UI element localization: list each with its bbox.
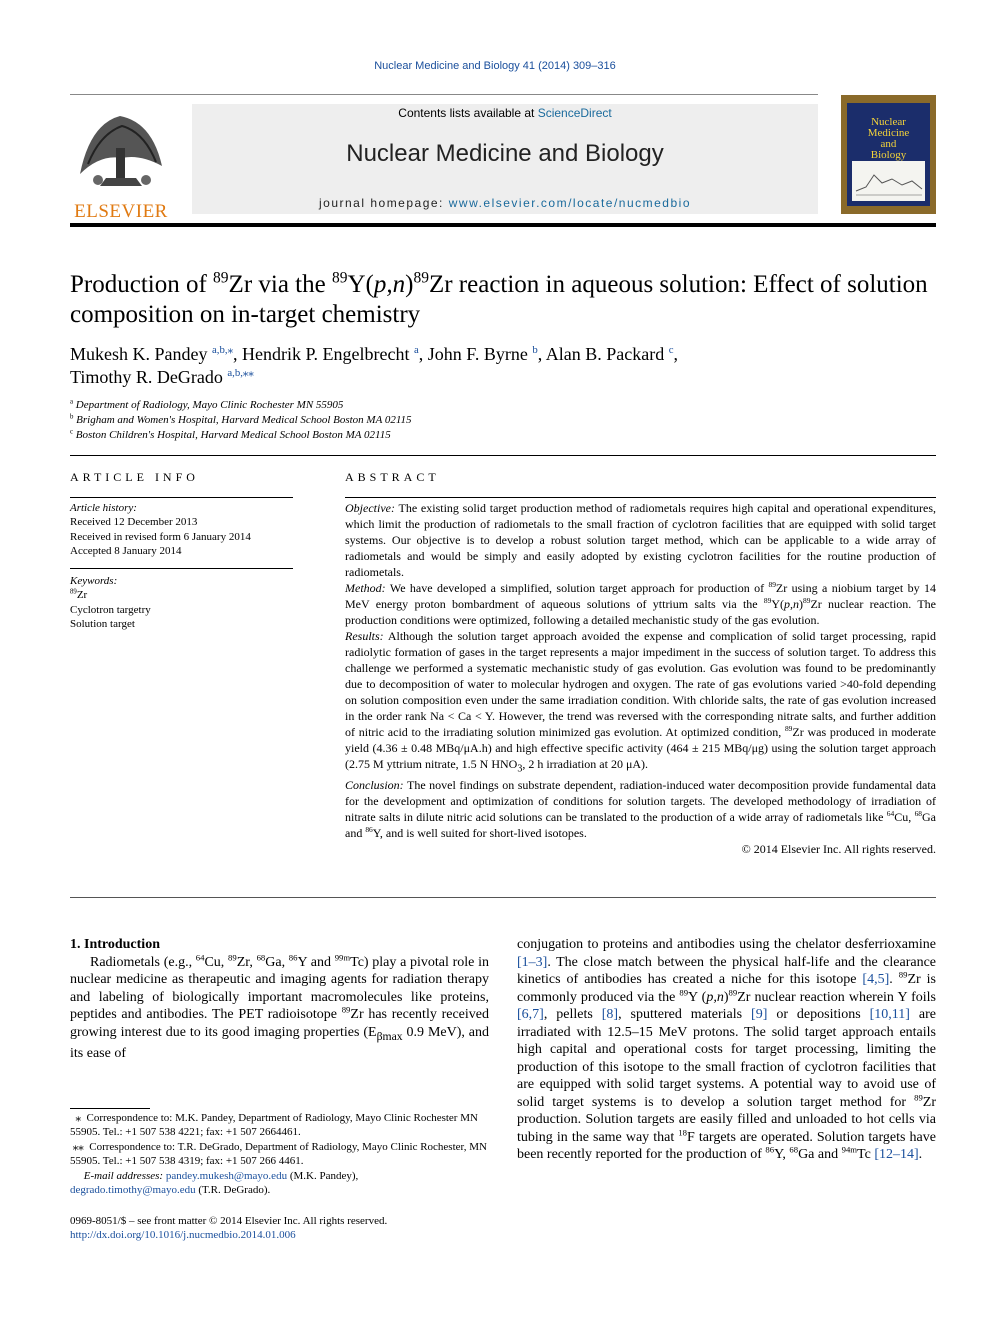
body-left-column	[70, 936, 489, 1062]
affiliation-key: c	[70, 428, 74, 436]
abstract-conclusion	[345, 777, 936, 841]
article-info-rule	[70, 497, 293, 498]
title-sup: 89	[213, 269, 229, 287]
footnote-emails	[70, 1169, 489, 1198]
history-label: Article history:	[70, 502, 137, 514]
abstract-results	[345, 628, 936, 777]
author-affiliation-link[interactable]: b	[532, 344, 538, 356]
body-rule	[70, 897, 936, 898]
intro-paragraph-continued	[517, 936, 936, 1164]
footnote-text: Correspondence to: T.R. DeGrado, Department of Radiology, Mayo Clinic Rochester, MN 55905. Tel.: +1 507 538 4319; fax: +1 507 266 4461.	[70, 1140, 487, 1168]
elsevier-tree-icon	[70, 104, 172, 194]
abstract-method	[345, 580, 936, 628]
title-text: Zr reaction in aqueous solution: Effect of solution composition on in-target chemistry	[70, 271, 928, 328]
abstract-label: Results:	[345, 629, 384, 643]
title-reaction: p,n	[373, 271, 406, 298]
author	[546, 344, 678, 364]
abstract-text: Zr nuclear reaction. The production conditions were optimized, following a detailed mechanistic study of the gas evolution.	[345, 597, 937, 627]
body-sub: βmax	[376, 1029, 403, 1043]
header-thick-rule	[70, 223, 936, 227]
body-text: Y (	[688, 989, 707, 1005]
footnote-text: Correspondence to: M.K. Pandey, Department of Radiology, Mayo Clinic Rochester MN 55905. Tel.: +1 507 538 4221; fax: +1 507 2664461.	[70, 1112, 478, 1139]
footnote-mark: ⁎⁎	[72, 1140, 84, 1153]
body-sup: 89	[679, 986, 689, 997]
title-text: Y(	[347, 271, 374, 298]
body-sup: 68	[789, 1144, 799, 1155]
cover-plot-icon	[852, 161, 925, 201]
body-text: Radiometals (e.g.,	[90, 954, 196, 970]
title-sup: 89	[413, 269, 429, 287]
body-text: Cu,	[204, 954, 229, 970]
footnote	[70, 1140, 489, 1169]
citation-link[interactable]: [12–14]	[874, 1147, 919, 1162]
cover-panel	[847, 103, 930, 206]
author-separator: ,	[418, 344, 428, 364]
keywords-label: Keywords:	[70, 575, 118, 587]
author	[70, 367, 254, 387]
author-name: Hendrik P. Engelbrecht	[242, 344, 410, 364]
body-text: Zr production. Solution targets are easily filled and unloaded to hot cells via tubing in the same way that	[517, 1094, 936, 1145]
header-rule	[70, 94, 818, 95]
abstract-reaction: p,n	[784, 597, 799, 611]
author-list	[70, 343, 936, 389]
body-sup: 64	[195, 951, 205, 962]
body-text: )	[723, 989, 729, 1005]
journal-reference[interactable]: Nuclear Medicine and Biology 41 (2014) 309–316	[374, 60, 616, 72]
body-right-column	[517, 936, 936, 1164]
citation-link[interactable]: [9]	[751, 1007, 768, 1022]
journal-cover-thumbnail[interactable]	[841, 95, 936, 214]
abstract-objective	[345, 500, 936, 580]
title-text: )	[405, 271, 414, 298]
cover-title	[847, 117, 930, 161]
article-history	[70, 501, 293, 558]
abstract-body	[345, 500, 936, 857]
body-sup: 68	[256, 951, 266, 962]
journal-header-band	[192, 104, 818, 214]
contents-line	[192, 106, 818, 120]
footnote-rule	[70, 1108, 150, 1109]
author-name: Alan B. Packard	[545, 344, 665, 364]
email-owner: (M.K. Pandey),	[287, 1169, 359, 1182]
homepage-link[interactable]: www.elsevier.com/locate/nucmedbio	[448, 196, 691, 210]
abstract-sup: 89	[784, 724, 793, 733]
issn-line: 0969-8051/$ – see front matter © 2014 Elsevier Inc. All rights reserved.	[70, 1215, 388, 1227]
body-sup: 99m	[334, 951, 351, 962]
abstract-text: The existing solid target production method of radiometals requires high capital and operational expenditures, which limit the production of radiometals to the small fraction of cyclotron facilities that are equipped with solid target systems. Our objective is to develop a robust solution target method, which can be applicable to a wide array of radiometals and would be simply and easily adopted by existing cyclotron facilities for the routine production of radiometals.	[345, 501, 936, 579]
affiliation-key: b	[70, 413, 74, 421]
abstract-text: Ga and	[345, 810, 936, 841]
abstract-text: Cu,	[894, 810, 915, 825]
citation-link[interactable]: [4,5]	[862, 972, 890, 987]
body-sup: 89	[728, 986, 738, 997]
homepage-line	[192, 196, 818, 210]
body-text: Zr nuclear reaction wherein Y foils	[737, 989, 936, 1005]
abstract-text: )	[799, 597, 803, 611]
body-sup: 94m	[841, 1144, 858, 1155]
abstract-label: Objective:	[345, 501, 395, 515]
abstract-copyright: © 2014 Elsevier Inc. All rights reserved.	[741, 842, 936, 857]
body-text: , pellets	[543, 1007, 602, 1022]
author	[70, 344, 242, 364]
body-sup: 18	[678, 1126, 687, 1137]
abstract-text: Y(	[771, 597, 784, 611]
abstract-rule	[345, 497, 936, 498]
footnote	[70, 1111, 489, 1140]
citation-link[interactable]: [8]	[601, 1007, 619, 1022]
abstract-text: Y, and is well suited for short-lived isotopes.	[372, 826, 587, 841]
email-link[interactable]: pandey.mukesh@mayo.edu	[165, 1169, 288, 1182]
revised-date: Received in revised form 6 January 2014	[70, 530, 251, 543]
body-reaction: p,n	[706, 989, 724, 1005]
body-text: , sputtered materials	[618, 1007, 752, 1022]
abstract-sup: 64	[886, 809, 895, 819]
sciencedirect-link[interactable]: ScienceDirect	[537, 106, 612, 120]
body-text: are irradiated with 12.5–15 MeV protons. The solid target approach entails high capital and operational costs for target processing, limiting the production of this isotope to the small fraction of cyclotron facilities that are equipped with solid target systems. A potential way to avoid use of solid target systems is to develop a solution target method for	[517, 1007, 936, 1110]
section-rule	[70, 455, 936, 456]
doi-link[interactable]: http://dx.doi.org/10.1016/j.nucmedbio.2014.01.006	[70, 1229, 296, 1242]
keyword: Solution target	[70, 617, 135, 630]
body-text: conjugation to proteins and antibodies using the chelator desferrioxamine	[517, 937, 936, 952]
author-separator: ,	[673, 344, 679, 364]
body-text: Zr is commonly produced via the	[517, 972, 936, 1005]
affiliation	[70, 428, 936, 443]
footnote-mark: ⁎	[75, 1112, 81, 1124]
author	[242, 344, 428, 364]
correspondence-footnotes	[70, 1111, 489, 1197]
title-text: Production of	[70, 271, 214, 298]
journal-name: Nuclear Medicine and Biology	[346, 140, 664, 167]
abstract-text: We have developed a simplified, solution target approach for production of	[385, 581, 769, 595]
cover-line: and	[880, 138, 897, 150]
abstract-text: Zr was produced in moderate yield (4.36 ± 0.48 MBq/μA.h) and high effective specific activity (464 ± 215 MBq/μg) using the solution target approach (2.75 M yttrium nitrate, 1.5 N HNO	[345, 725, 936, 771]
keywords	[70, 574, 293, 631]
affiliation-text: Brigham and Women's Hospital, Harvard Medical School Boston MA 02115	[76, 414, 412, 426]
affiliation-text: Boston Children's Hospital, Harvard Medical School Boston MA 02115	[75, 429, 391, 441]
keyword-text: Zr	[76, 589, 88, 602]
homepage-prefix: journal homepage:	[318, 196, 449, 210]
abstract-text: The novel findings on substrate dependent, radiation-induced water decomposition provide fundamental data for the development and optimization of conditions for solution targets. The developed methodology of irradiation of nitrate salts in dilute nitric acid solutions can be translated to the production of a wide array of radiometals like	[345, 778, 936, 825]
body-sup: 89	[341, 1004, 351, 1015]
abstract-heading: ABSTRACT	[345, 470, 440, 484]
email-owner: (T.R. DeGrado).	[195, 1184, 271, 1197]
elsevier-logo	[70, 104, 172, 222]
author-name: John F. Byrne	[427, 344, 528, 364]
body-text: 0.9 MeV), and its ease of	[70, 1024, 490, 1061]
body-text: Y,	[774, 1147, 790, 1162]
abstract-text: , 2 h irradiation at 20 μA).	[522, 757, 649, 771]
abstract-sup: 86	[365, 825, 373, 835]
intro-paragraph	[70, 951, 490, 1063]
body-text: Ga and	[798, 1147, 842, 1162]
affiliation	[70, 398, 936, 413]
author-affiliation-link[interactable]: a	[413, 344, 419, 356]
body-sup: 89	[898, 969, 908, 980]
title-text: Zr via the	[228, 271, 332, 298]
section-heading-introduction: 1. Introduction	[70, 937, 160, 952]
body-text: Zr has recently received growing interest due to its good imaging properties (E	[70, 1007, 489, 1040]
affiliation-key: a	[70, 398, 74, 406]
accepted-date: Accepted 8 January 2014	[70, 544, 182, 557]
body-text: Tc) play a pivotal role in nuclear medicine as therapeutic and imaging agents for radiation therapy and labeling of biologically important macromolecules like proteins, peptides and antibodies. The PET radioisotope	[70, 954, 489, 1022]
front-matter	[70, 1214, 489, 1243]
body-text: Ga,	[265, 954, 289, 970]
affiliations	[70, 398, 936, 443]
keywords-rule	[70, 568, 293, 569]
body-text: F targets are operated. Solution targets have been recently reported for the production of	[517, 1129, 936, 1162]
abstract-sup: 68	[914, 809, 922, 819]
email-link[interactable]: degrado.timothy@mayo.edu	[70, 1184, 196, 1197]
author	[428, 344, 546, 364]
author-separator: ,	[537, 344, 546, 364]
received-date: Received 12 December 2013	[70, 516, 198, 529]
cover-line: Nuclear	[871, 116, 906, 128]
cover-line: Medicine	[867, 127, 910, 139]
affiliation	[70, 413, 936, 428]
abstract-sub: 3	[517, 763, 523, 775]
abstract-sup: 89	[803, 596, 811, 605]
author-separator: ,	[233, 344, 242, 364]
body-sup: 86	[288, 951, 298, 962]
title-sup: 89	[331, 269, 348, 287]
abstract-text: Although the solution target approach avoided the expense and complication of solid target processing, rapid radiolytic formation of gases in the target represents a major impediment in the success of solution target. To address this challenge we performed a systematic mechanistic study of gas evolution. Gas evolution was found to be predominantly due to decomposition of water to molecular hydrogen and oxygen. The rate of gas evolutions varied >40-fold depending on solution composition even under the same irradiation condition. With chloride salts, the rate of gas evolution increased in the order rank Na < Ca < Y. However, the trend was reversed with the corresponding nitrate salts, and further addition of nitric acid to the irradiating solution minimized gas evolution. At optimized condition,	[345, 629, 936, 739]
citation-link[interactable]: [10,11]	[869, 1007, 910, 1022]
elsevier-wordmark: ELSEVIER	[74, 201, 168, 222]
abstract-label: Conclusion:	[345, 778, 404, 793]
abstract-label: Method:	[345, 581, 386, 595]
contents-prefix: Contents lists available at	[398, 106, 538, 120]
body-text: Y and	[297, 954, 335, 970]
affiliation-text: Department of Radiology, Mayo Clinic Rochester MN 55905	[75, 399, 344, 411]
body-text: . The close match between the physical half-life and the clearance kinetics of antibodies has created a niche for this isotope	[517, 954, 936, 987]
author-name: Timothy R. DeGrado	[70, 367, 223, 387]
body-text: or depositions	[767, 1007, 870, 1022]
abstract-sup: 89	[768, 580, 776, 589]
body-sup: 86	[765, 1144, 775, 1155]
cover-figure	[852, 161, 925, 201]
author-affiliation-link[interactable]: c	[668, 344, 674, 356]
abstract-text: Zr using a niobium target by 14 MeV energy proton bombardment of aqueous solutions of yttrium salts via the	[345, 581, 936, 611]
body-text: Tc	[857, 1147, 875, 1162]
body-text: Zr,	[236, 954, 257, 970]
author-name: Mukesh K. Pandey	[70, 344, 208, 364]
keyword	[70, 588, 293, 602]
cover-line: Biology	[870, 149, 907, 161]
keyword-sup: 89	[70, 588, 77, 596]
body-text: .	[889, 972, 899, 987]
article-info-heading: ARTICLE INFO	[70, 470, 199, 484]
citation-link[interactable]: [1–3]	[517, 954, 548, 970]
email-label: E-mail addresses:	[83, 1169, 166, 1182]
author-affiliation-link[interactable]: a,b,⁎⁎	[227, 367, 254, 379]
article-title	[70, 270, 936, 330]
body-sup: 89	[914, 1091, 923, 1102]
author-affiliation-link[interactable]: a,b,⁎	[212, 344, 233, 356]
abstract-sup: 89	[763, 596, 772, 605]
citation-link[interactable]: [6,7]	[517, 1007, 544, 1022]
keyword: Cyclotron targetry	[70, 603, 151, 616]
body-sup: 89	[228, 951, 237, 962]
body-text: .	[918, 1147, 923, 1162]
